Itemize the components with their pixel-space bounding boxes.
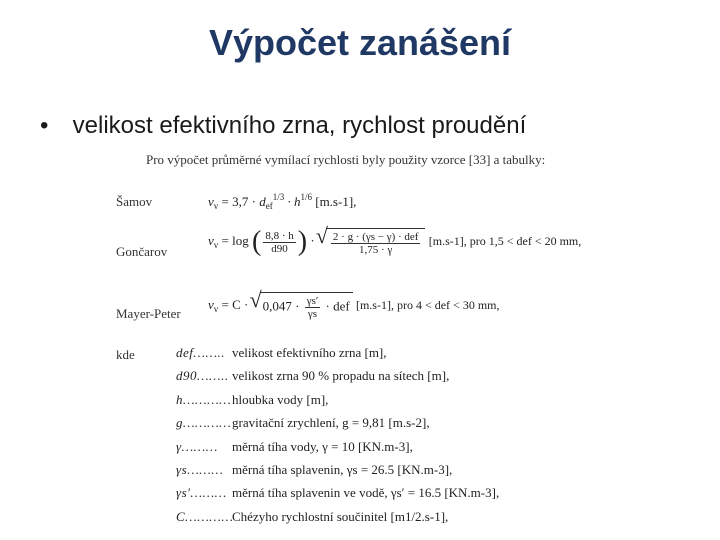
definition-symbol: h………… — [176, 391, 232, 407]
definition-symbol: d90…….. — [176, 368, 229, 384]
velocity-symbol: v — [208, 296, 214, 312]
list-item — [176, 485, 499, 508]
velocity-subscript: v — [213, 303, 219, 314]
square-root — [326, 228, 426, 256]
samov-unit: [m.s-1], — [315, 194, 357, 209]
velocity-subscript: v — [213, 239, 219, 250]
fraction-denominator: 1,75 · γ — [359, 244, 393, 256]
scanned-formula-image — [112, 148, 672, 538]
root-suffix: · def — [325, 298, 350, 314]
definition-symbol: γs′……… — [176, 485, 227, 501]
samov-d: d — [259, 194, 266, 209]
definition-text: velikost zrna 90 % propadu na sítech [m], — [232, 368, 450, 384]
root-prefix: 0,047 · — [262, 298, 300, 314]
samov-h-exponent: 1/6 — [300, 192, 312, 202]
definition-symbol: def…….. — [176, 345, 226, 360]
fraction-numerator: γs′ — [306, 295, 319, 307]
definition-text: hloubka vody [m], — [232, 391, 329, 407]
formula-name-mayer-peter: Mayer-Peter — [116, 306, 181, 321]
list-item — [176, 462, 499, 485]
definition-symbol: γ……… — [176, 438, 218, 454]
definition-text: měrná tíha vody, γ = 10 [KN.m-3], — [232, 438, 413, 454]
definition-list — [176, 345, 499, 532]
definition-text: měrná tíha splavenin, γs = 26.5 [KN.m-3], — [232, 461, 453, 477]
definition-text: Chézyho rychlostní součinitel [m1/2.s-1], — [232, 508, 449, 524]
left-paren: ( — [251, 226, 262, 257]
definition-text: velikost efektivního zrna [m], — [232, 345, 387, 360]
definition-symbol: γs……… — [176, 461, 224, 477]
list-item — [176, 392, 499, 415]
list-item — [176, 368, 499, 391]
definition-text: gravitační zrychlení, g = 9,81 [m.s-2], — [232, 415, 430, 431]
formula-mayer-peter — [208, 292, 499, 320]
mayer-coefficient: = C · — [221, 296, 249, 312]
multiply-dot: · — [310, 232, 315, 248]
fraction-denominator: γs — [307, 308, 318, 320]
list-item — [176, 345, 499, 368]
bullet-item — [40, 112, 526, 140]
fraction-denominator: d90 — [271, 242, 288, 255]
goncarov-fraction-1 — [263, 230, 295, 255]
definition-text: měrná tíha splavenin ve vodě, γs′ = 16.5 [KN.m-3], — [232, 485, 500, 501]
list-item — [176, 415, 499, 438]
goncarov-condition: [m.s-1], pro 1,5 < def < 20 mm, — [428, 233, 582, 248]
fraction-numerator: 8,8 · h — [265, 229, 294, 242]
velocity-symbol: v — [208, 194, 214, 209]
goncarov-fraction-2 — [331, 231, 421, 256]
definition-symbol: C………… — [176, 508, 234, 524]
intro-text: Pro výpočet průměrné vymílací rychlosti byly použity vzorce [33] a tabulky: — [146, 152, 546, 167]
square-root — [260, 292, 353, 320]
goncarov-log: = log — [221, 232, 249, 248]
bullet-text: velikost efektivního zrna, rychlost proudění — [72, 112, 527, 139]
samov-coefficient: = 3,7 · — [221, 194, 256, 209]
list-item — [176, 439, 499, 462]
definition-symbol: g………… — [176, 415, 232, 431]
list-item — [176, 509, 499, 532]
mayer-fraction — [305, 295, 321, 320]
samov-d-exponent: 1/3 — [272, 192, 285, 202]
velocity-symbol: v — [208, 232, 214, 248]
slide-title: Výpočet zanášení — [208, 22, 512, 63]
samov-h: · h — [287, 194, 301, 209]
formula-name-samov: Šamov — [116, 194, 153, 209]
velocity-subscript: v — [213, 201, 219, 211]
formula-name-goncarov: Gončarov — [116, 244, 168, 259]
mayer-condition: [m.s-1], pro 4 < def < 30 mm, — [355, 297, 500, 312]
fraction-numerator: √ 2 · g · (γs − γ) · def — [332, 231, 419, 243]
samov-d-subscript: ef — [265, 201, 273, 211]
formula-goncarov — [208, 226, 581, 258]
bullet-dot: • — [40, 112, 49, 139]
right-paren: ) — [297, 226, 308, 257]
formula-samov — [208, 192, 356, 211]
where-label: kde — [116, 347, 135, 362]
